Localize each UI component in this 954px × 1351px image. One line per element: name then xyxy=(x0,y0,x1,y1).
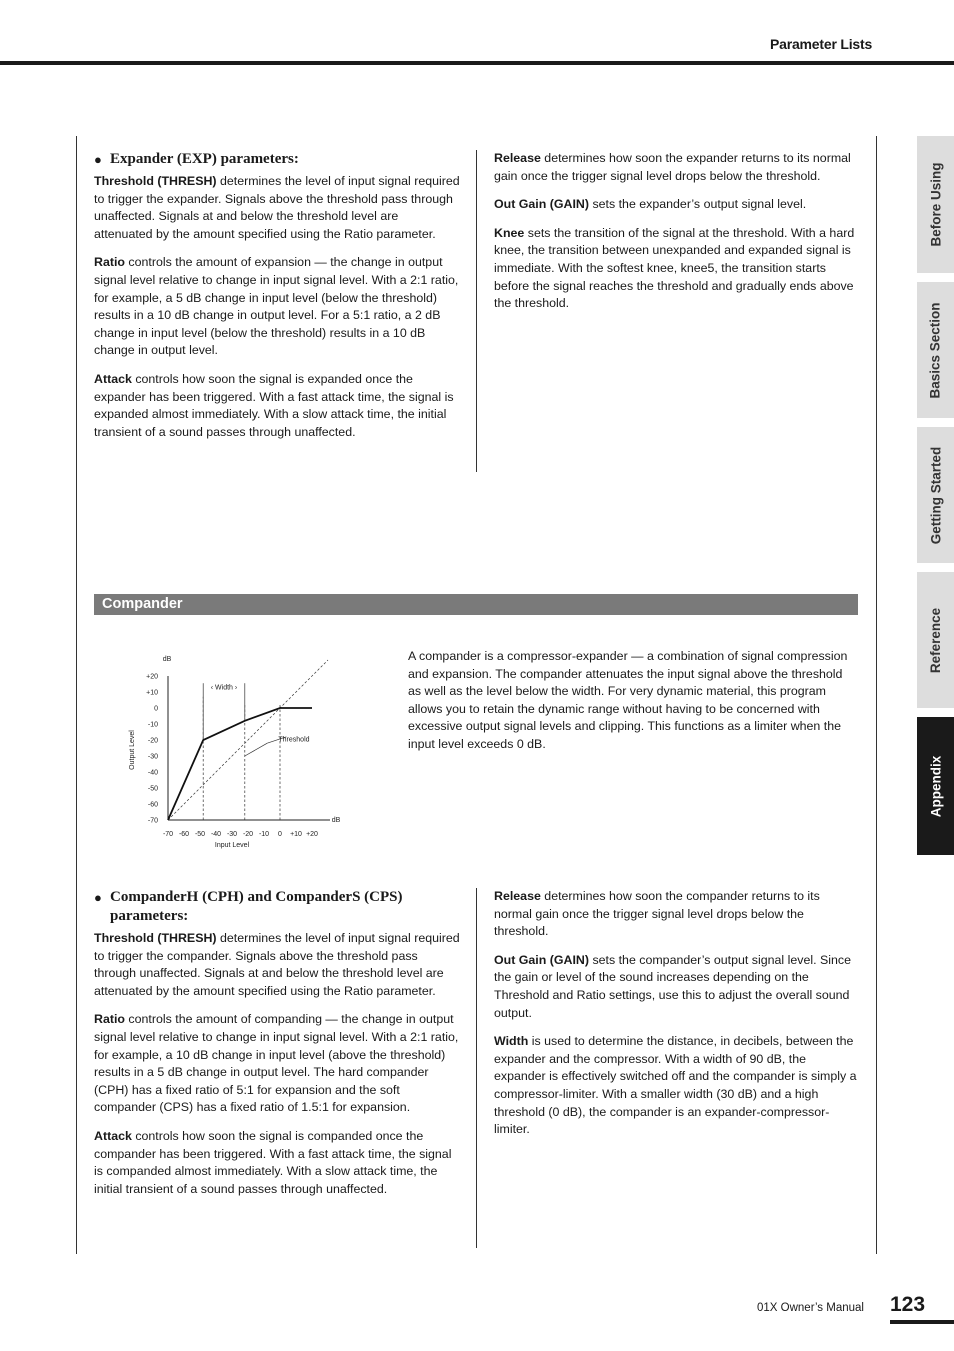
param-threshold: Threshold (THRESH) determines the level of input signal required to trigger the expander. Signals above the threshold pass through unaffected. Signals at and below the threshold level are attenuated by the amount specified using the Ratio parameter. xyxy=(94,174,460,241)
tab-label: Reference xyxy=(928,607,944,673)
param-out-gain: Out Gain (GAIN) sets the expander’s output signal level. xyxy=(494,197,807,212)
header-rule xyxy=(0,61,954,65)
x-tick-label: -20 xyxy=(242,831,254,838)
y-tick-label: -60 xyxy=(147,801,158,809)
tab-basics-section[interactable] xyxy=(917,282,954,418)
expander-right-column xyxy=(494,150,860,324)
compander-description-column xyxy=(408,648,858,765)
tab-reference[interactable] xyxy=(917,572,954,708)
page-header-title: Parameter Lists xyxy=(770,36,873,52)
expander-heading: ● Expander (EXP) parameters: xyxy=(94,151,299,167)
right-margin-rule xyxy=(876,136,877,1254)
y-tick-label: -10 xyxy=(147,721,158,729)
top-column-divider xyxy=(476,150,477,472)
y-axis-label: Output Level xyxy=(129,730,136,770)
expander-left-column xyxy=(94,150,460,452)
page-number: 123 xyxy=(890,1293,926,1316)
y-tick-label: +20 xyxy=(146,673,158,681)
y-tick-label: -40 xyxy=(147,769,158,777)
param-release: Release determines how soon the expander returns to its normal gain once the trigger signal level drops below the threshold. xyxy=(494,151,851,183)
y-tick-label: +10 xyxy=(146,689,158,697)
left-margin-rule xyxy=(76,136,77,1254)
param-knee: Knee sets the transition of the signal at the threshold. With a hard knee, the transition between unexpanded and expanded signal is immediate. With the softest knee, knee5, the transition starts before the signal reaches the threshold and gradually ends above the threshold. xyxy=(494,225,855,311)
compander-left-column xyxy=(94,888,460,1209)
compander-right-column xyxy=(494,888,860,1150)
y-tick-label: -50 xyxy=(147,785,158,793)
threshold-annotation-label: Threshold xyxy=(278,736,310,744)
x-tick-label: -60 xyxy=(178,831,190,838)
section-band-compander xyxy=(94,594,858,615)
param-attack: Attack controls how soon the signal is expanded once the expander has been triggered. With a fast attack time, the signal is expanded almost immediately. With a slow attack time, the initial transient of a sound passes through unaffected. xyxy=(94,371,454,439)
compander-description: A compander is a compressor-expander — a combination of signal compression and expansion. The compander attenuates the input signal above the threshold as well as the level below the width. For very dynamic material, this program allows you to retain the dynamic range without having to be concerned with excessive output signal levels and clipping. This functions as a limiter when the input level exceeds 0 dB. xyxy=(408,649,848,751)
tab-label: Before Using xyxy=(928,162,944,247)
tab-before-using[interactable] xyxy=(917,136,954,273)
bullet-icon: ● xyxy=(94,152,102,167)
param-out-gain: Out Gain (GAIN) sets the compander’s output signal level. Since the gain or level of the sound increases depending on the Threshold and Ratio settings, use this to adjust the overall sound output. xyxy=(494,952,851,1020)
param-attack: Attack controls how soon the signal is companded once the compander has been triggered. With a fast attack time, the signal is companded almost immediately. With a slow attack time, the initial transient of a sound passes through unaffected. xyxy=(94,1128,452,1196)
threshold-leader-line xyxy=(245,743,267,756)
x-tick-label: -30 xyxy=(226,831,238,838)
section-title: Compander xyxy=(102,596,183,612)
x-tick-label: 0 xyxy=(278,831,282,838)
tab-getting-started[interactable] xyxy=(917,427,954,563)
param-threshold: Threshold (THRESH) determines the level of input signal required to trigger the compander. Signals above the threshold pass through unaffected. Signals at and below the threshold level are attenuated by the amount specified using the Ratio parameter. xyxy=(94,931,460,998)
compander-chart xyxy=(110,632,390,858)
width-annotation-label: ‹ Width › xyxy=(210,684,238,692)
y-tick-label: 0 xyxy=(154,705,158,713)
x-tick-label: -10 xyxy=(258,831,270,838)
param-ratio: Ratio controls the amount of expansion — the change in output signal level relative to change in input signal level. With a 2:1 ratio, for example, a 5 dB change in input level (below the threshold) results in a 10 dB change in output level. For a 5:1 ratio, a 2 dB change in input level (below the threshold) results in a 10 dB change in output level. xyxy=(94,255,459,358)
x-unit-label: dB xyxy=(331,817,341,824)
tab-label: Basics Section xyxy=(928,301,944,399)
y-unit-label: dB xyxy=(162,656,172,663)
transfer-curve xyxy=(168,708,312,820)
compander-params-heading: ● CompanderH (CPH) and CompanderS (CPS) parameters: xyxy=(94,889,403,924)
x-axis-label: Input Level xyxy=(214,842,250,849)
tab-label: Getting Started xyxy=(928,446,944,544)
x-tick-label: -40 xyxy=(210,831,222,838)
param-ratio: Ratio controls the amount of companding — the change in output signal level relative to change in input signal level. With a 2:1 ratio, for example, a 10 dB change in input level (above the threshold) results in a 5 dB change in output level. The hard compander (CPH) has a fixed ratio of 5:1 for expansion and the soft compander (CPS) has a fixed ratio of 1.5:1 for expansion. xyxy=(94,1012,459,1115)
y-tick-label: -30 xyxy=(147,753,158,761)
footer-manual-title: 01X Owner’s Manual xyxy=(757,1302,864,1314)
param-width: Width is used to determine the distance, in decibels, between the expander and the compressor. With a width of 90 dB, the expander is effectively switched off and the compander is simply a compressor-limiter. With a smaller width (30 dB) and a high threshold (0 dB), the compander is an expander-compressor-limiter. xyxy=(494,1034,857,1137)
tab-appendix[interactable] xyxy=(917,717,954,855)
y-tick-label: -20 xyxy=(147,737,158,745)
y-tick-label: -70 xyxy=(147,817,158,825)
x-tick-label: -70 xyxy=(162,831,174,838)
bullet-icon: ● xyxy=(94,890,102,905)
bottom-column-divider xyxy=(476,888,477,1248)
param-release: Release determines how soon the compander returns to its normal gain once the trigger signal level drops below the threshold. xyxy=(494,889,820,939)
x-tick-label: +20 xyxy=(306,831,318,838)
x-tick-label: -50 xyxy=(194,831,206,838)
x-tick-label: +10 xyxy=(290,831,302,838)
tab-label: Appendix xyxy=(928,755,944,817)
footer-rule xyxy=(890,1320,954,1324)
